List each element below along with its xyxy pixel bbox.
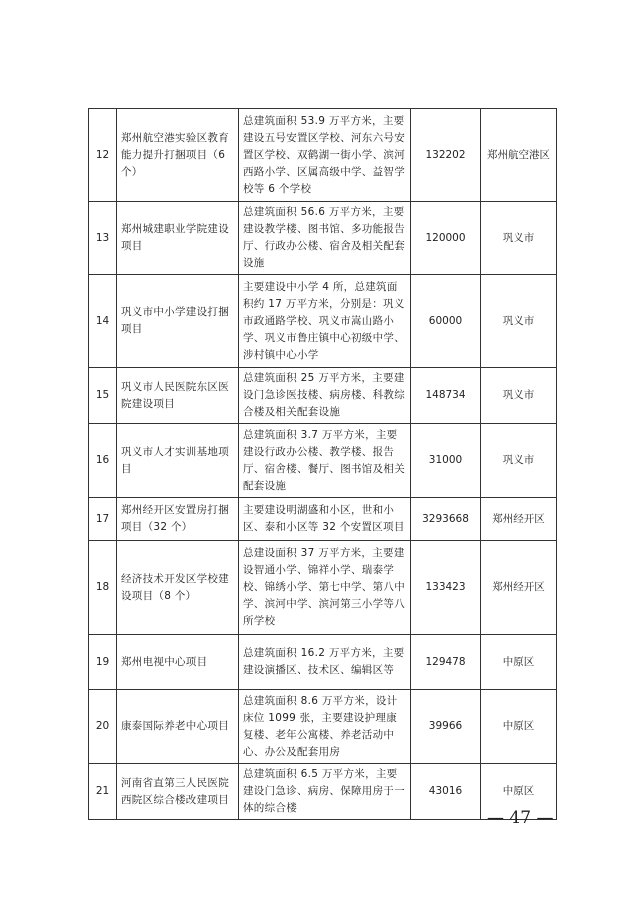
- investment-value: 43016: [411, 764, 481, 820]
- project-name: 郑州经开区安置房打捆项目（32 个）: [117, 498, 239, 541]
- row-number: 21: [89, 764, 117, 820]
- table-row: [89, 498, 557, 541]
- investment-value: 132202: [411, 109, 481, 202]
- location-area: 巩义市: [481, 368, 557, 424]
- project-name: 郑州电视中心项目: [117, 635, 239, 690]
- investment-value: 31000: [411, 424, 481, 498]
- investment-value: 3293668: [411, 498, 481, 541]
- table-row: [89, 690, 557, 764]
- project-description: 主要建设明湖盛和小区，世和小区、泰和小区等 32 个安置区项目: [239, 498, 411, 541]
- location-area: 郑州经开区: [481, 498, 557, 541]
- row-number: 17: [89, 498, 117, 541]
- project-description: 总建筑面积 56.6 万平方米，主要建设教学楼、图书馆、多功能报告厅、行政办公楼、宿舍及相关配套设施: [239, 202, 411, 275]
- project-description: 主要建设中小学 4 所，总建筑面积约 17 万平方米，分别是：巩义市政通路学校、巩义市嵩山路小学、巩义市鲁庄镇中心初级中学、涉村镇中心小学: [239, 275, 411, 368]
- investment-value: 133423: [411, 541, 481, 635]
- project-name: 巩义市中小学建设打捆项目: [117, 275, 239, 368]
- project-table: [88, 108, 557, 820]
- investment-value: 39966: [411, 690, 481, 764]
- row-number: 15: [89, 368, 117, 424]
- project-name: 经济技术开发区学校建设项目（8 个）: [117, 541, 239, 635]
- row-number: 19: [89, 635, 117, 690]
- location-area: 巩义市: [481, 202, 557, 275]
- table-row: [89, 275, 557, 368]
- project-description: 总建设面积 37 万平方米，主要建设智通小学、锦祥小学、瑞泰学校、锦绣小学、第七中学、第八中学、滨河中学、滨河第三小学等八所学校: [239, 541, 411, 635]
- location-area: 中原区: [481, 764, 557, 820]
- table-row: [89, 109, 557, 202]
- project-name: 康泰国际养老中心项目: [117, 690, 239, 764]
- project-name: 河南省直第三人民医院西院区综合楼改建项目: [117, 764, 239, 820]
- table-row: [89, 541, 557, 635]
- investment-value: 60000: [411, 275, 481, 368]
- project-name: 巩义市人才实训基地项目: [117, 424, 239, 498]
- location-area: 中原区: [481, 690, 557, 764]
- row-number: 14: [89, 275, 117, 368]
- investment-value: 148734: [411, 368, 481, 424]
- investment-value: 129478: [411, 635, 481, 690]
- location-area: 中原区: [481, 635, 557, 690]
- table-row: [89, 635, 557, 690]
- project-description: 总建筑面积 25 万平方米，主要建设门急诊医技楼、病房楼、科教综合楼及相关配套设施: [239, 368, 411, 424]
- project-description: 总建筑面积 8.6 万平方米，设计床位 1099 张，主要建设护理康复楼、老年公寓楼、养老活动中心、办公及配套用房: [239, 690, 411, 764]
- project-name: 郑州城建职业学院建设项目: [117, 202, 239, 275]
- project-description: 总建筑面积 6.5 万平方米，主要建设门急诊、病房、保障用房于一体的综合楼: [239, 764, 411, 820]
- project-description: 总建筑面积 3.7 万平方米，主要建设行政办公楼、教学楼、报告厅、宿舍楼、餐厅、图书馆及相关配套设施: [239, 424, 411, 498]
- project-name: 巩义市人民医院东区医院建设项目: [117, 368, 239, 424]
- project-description: 总建筑面积 16.2 万平方米，主要建设演播区、技术区、编辑区等: [239, 635, 411, 690]
- project-name: 郑州航空港实验区教育能力提升打捆项目（6个）: [117, 109, 239, 202]
- location-area: 郑州航空港区: [481, 109, 557, 202]
- row-number: 12: [89, 109, 117, 202]
- row-number: 16: [89, 424, 117, 498]
- table-row: [89, 424, 557, 498]
- row-number: 13: [89, 202, 117, 275]
- location-area: 巩义市: [481, 424, 557, 498]
- location-area: 郑州经开区: [481, 541, 557, 635]
- row-number: 18: [89, 541, 117, 635]
- location-area: 巩义市: [481, 275, 557, 368]
- row-number: 20: [89, 690, 117, 764]
- investment-value: 120000: [411, 202, 481, 275]
- table-row: [89, 202, 557, 275]
- table-row: [89, 368, 557, 424]
- project-description: 总建筑面积 53.9 万平方米，主要建设五号安置区学校、河东六号安置区学校、双鹤湖一街小学、滨河西路小学、区属高级中学、益智学校等 6 个学校: [239, 109, 411, 202]
- page-number: — 47 —: [487, 808, 554, 828]
